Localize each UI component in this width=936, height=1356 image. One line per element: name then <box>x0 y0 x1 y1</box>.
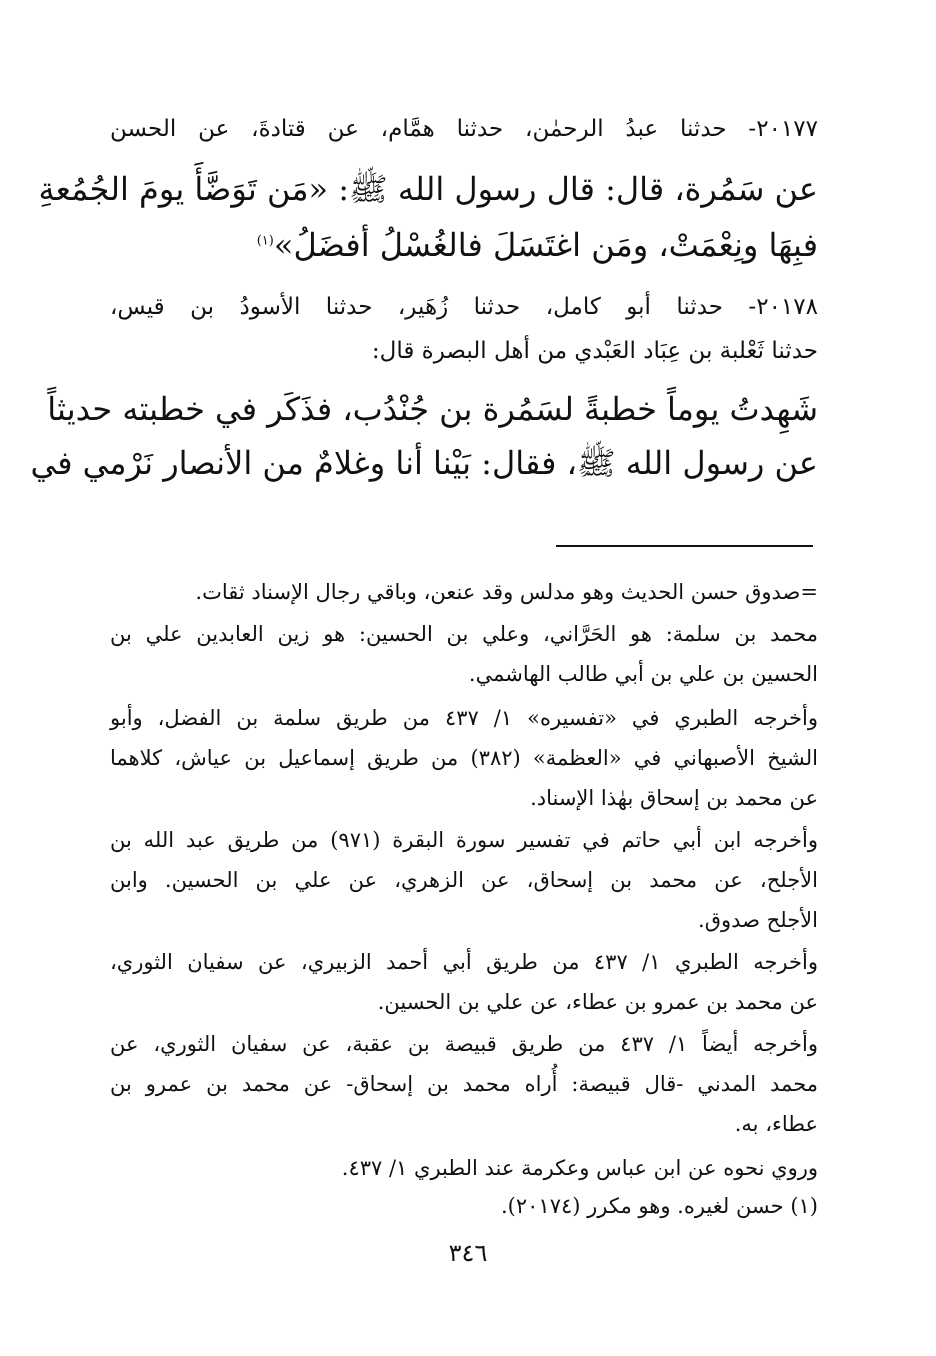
hadith-20178-matn-line-1: شَهِدتُ يوماً خطبةً لسَمُرة بن جُنْدُب، فذَكَر في خطبته حديثاً <box>47 390 818 428</box>
hadith-20177-isnad-line-1: ٢٠١٧٧- حدثنا عبدُ الرحمٰن، حدثنا همَّام، عن قتادةَ، عن الحسن <box>110 116 818 142</box>
page-number: ٣٤٦ <box>448 1239 488 1267</box>
footnote-line: عن محمد بن عمرو بن عطاء، عن علي بن الحسين. <box>377 990 818 1014</box>
hadith-20178-isnad-line-2: حدثنا ثَعْلبة بن عِبَاد العَبْدي من أهل البصرة قال: <box>371 338 818 364</box>
hadith-20177-matn-text: فبِهَا ونِعْمَتْ، ومَن اغتَسَلَ فالغُسْلُ أفضَلُ» <box>273 226 818 264</box>
hadith-20178-matn-line-2: عن رسول الله ﷺ، فقال: بَيْنا أنا وغلامٌ من الأنصار نَرْمي في <box>30 444 818 482</box>
footnote-line: عطاء، به. <box>734 1112 818 1136</box>
footnote-line: الأجلح، عن محمد بن إسحاق، عن الزهري، عن علي بن الحسين. وابن <box>110 868 818 892</box>
footnote-line: عن محمد بن إسحاق بهٰذا الإسناد. <box>530 786 818 810</box>
footnote-line: وأخرجه الطبري ١/ ٤٣٧ من طريق أبي أحمد الزبيري، عن سفيان الثوري، <box>110 950 818 974</box>
footnote-line: وأخرجه الطبري في «تفسيره» ١/ ٤٣٧ من طريق سلمة بن الفضل، وأبو <box>110 706 819 730</box>
hadith-20178-isnad-line-1: ٢٠١٧٨- حدثنا أبو كامل، حدثنا زُهَير، حدثنا الأسودُ بن قيس، <box>110 294 818 320</box>
footnote-1-text: (١) حسن لغيره. وهو مكرر (٢٠١٧٤). <box>501 1194 818 1218</box>
footnote-separator <box>556 545 813 547</box>
footnote-line: =صدوق حسن الحديث وهو مدلس وقد عنعن، وباقي رجال الإسناد ثقات. <box>195 580 818 604</box>
footnote-line: محمد المدني -قال قبيصة: أُراه محمد بن إسحاق- عن محمد بن عمرو بن <box>110 1072 818 1096</box>
hadith-20177-matn-line-1: عن سَمُرة، قال: قال رسول الله ﷺ: «مَن تَوَضَّأَ يومَ الجُمُعةِ <box>38 170 818 208</box>
footnote-line: وأخرجه ابن أبي حاتم في تفسير سورة البقرة (٩٧١) من طريق عبد الله بن <box>110 828 818 852</box>
footnote-line: وأخرجه أيضاً ١/ ٤٣٧ من طريق قبيصة بن عقبة، عن سفيان الثوري، عن <box>110 1032 818 1056</box>
footnote-line: الأجلح صدوق. <box>698 908 818 932</box>
footnote-marker-1: (١) <box>256 233 274 249</box>
footnote-line: الشيخ الأصبهاني في «العظمة» (٣٨٢) من طريق إسماعيل بن عياش، كلاهما <box>110 746 818 770</box>
footnote-line: محمد بن سلمة: هو الحَرَّاني، وعلي بن الحسين: هو زين العابدين علي بن <box>110 622 818 646</box>
footnote-line: وروي نحوه عن ابن عباس وعكرمة عند الطبري ١/ ٤٣٧. <box>341 1156 818 1180</box>
footnote-line: الحسين بن علي بن أبي طالب الهاشمي. <box>468 662 818 686</box>
hadith-20177-matn-line-2 <box>110 222 818 268</box>
